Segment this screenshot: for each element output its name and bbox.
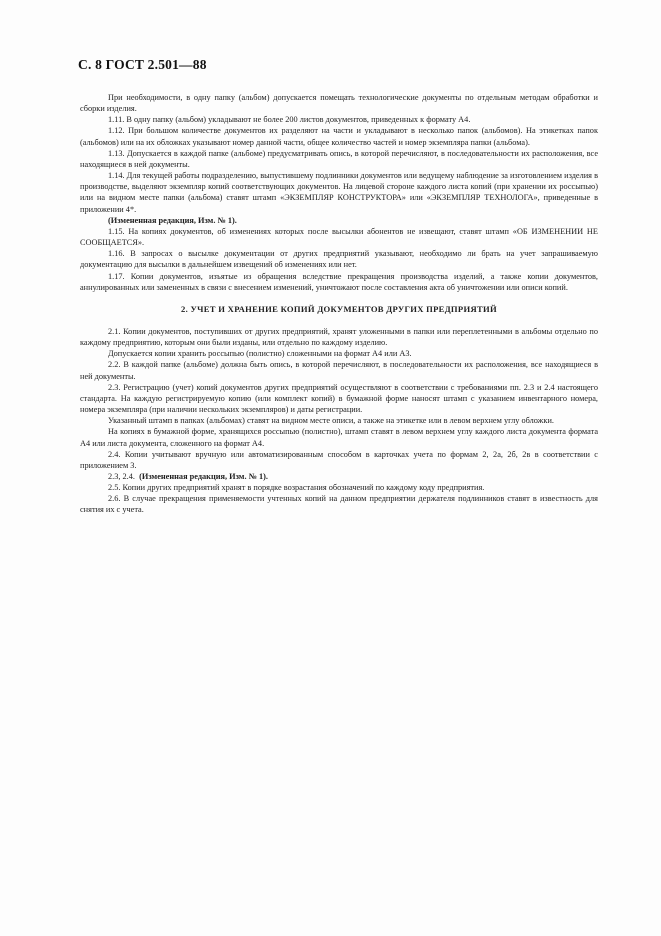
paragraph: При необходимости, в одну папку (альбом) допускается помещать технологические документы по отдельным методам обработки и сборки изделия. bbox=[80, 93, 598, 114]
amendment-note bbox=[80, 471, 598, 482]
page-header: С. 8 ГОСТ 2.501—88 bbox=[78, 57, 207, 72]
paragraph: Указанный штамп в папках (альбомах) ставят на видном месте описи, а также на этикетке или в левом верхнем углу обложки. bbox=[108, 416, 554, 426]
paragraph: Допускается копии хранить россыпью (полистно) сложенными на формат А4 или А3. bbox=[108, 349, 412, 359]
amendment-note-text: (Измененная редакция, Изм. № 1). bbox=[108, 215, 237, 225]
amendment-note-text: (Измененная редакция, Изм. № 1). bbox=[139, 472, 269, 481]
paragraph: На копиях в бумажной форме, хранящихся россыпью (полистно), штамп ставят в левом верхнем углу каждого листа документа формата А4 или листа документа, сложенного на формат А4. bbox=[80, 427, 598, 448]
paragraph-2-4: 2.4. Копии учитывают вручную или автоматизированным способом в карточках учета по формам 2, 2а, 2б, 2в в соответствии с приложением 3. bbox=[80, 449, 598, 470]
paragraph-1-11: 1.11. В одну папку (альбом) укладывают не более 200 листов документов, приведенных к формату А4. bbox=[108, 115, 471, 125]
amendment-note bbox=[80, 215, 598, 226]
paragraph-2-3: 2.3. Регистрацию (учет) копий документов других предприятий осуществляют в соответствии с требованиями пп. 2.3 и 2.4 настоящего стандарта. На каждую регистрируемую копию (или комплект копий) в бумажной форме наносят штамп с указанием инвентарного номера, номера экземпляра (при наличии нескольких экземпляров) и даты регистрации. bbox=[80, 382, 598, 415]
paragraph-1-14: 1.14. Для текущей работы подразделению, выпустившему подлинники документов или ведущему наблюдение за изготовлением изделия в производстве, выделяют экземпляр копий соответствующих документов. На лицевой стороне каждого листа копий (при хранении их россыпью) или на видном месте папки (альбома) ставят штамп «ЭКЗЕМПЛЯР КОНСТРУКТОРА» или «ЭКЗЕМПЛЯР ТЕХНОЛОГА», приведенные в приложении 4*. bbox=[80, 171, 598, 214]
paragraph-1-16: 1.16. В запросах о высылке документации от других предприятий указывают, необходимо ли брать на учет запрашиваемую документацию для высылки в дальнейшем извещений об изменениях или нет. bbox=[80, 249, 598, 270]
paragraph-2-5: 2.5. Копии других предприятий хранят в порядке возрастания обозначений по каждому коду предприятия. bbox=[108, 483, 485, 493]
section-title: 2. УЧЕТ И ХРАНЕНИЕ КОПИЙ ДОКУМЕНТОВ ДРУГИХ ПРЕДПРИЯТИЙ bbox=[181, 303, 497, 314]
paragraph-1-12: 1.12. При большом количестве документов их разделяют на части и укладывают в несколько папок (альбомов). На этикетках папок (альбомов) или на их обложках указывают номер данной части, общее количество частей и номер экземпляра папки (альбома). bbox=[80, 126, 598, 147]
paragraph-1-17: 1.17. Копии документов, изъятые из обращения вследствие прекращения производства изделий, а также копии документов, аннулированных или замененных в связи с внесением изменений, уничтожают после составления акта об уничтожении или описи копий. bbox=[80, 271, 598, 292]
paragraph-1-13: 1.13. Допускается в каждой папке (альбоме) предусматривать опись, в которой перечисляют, в последовательности их расположения, все находящиеся в ней документы. bbox=[80, 148, 598, 169]
amendment-note-prefix: 2.3, 2.4. bbox=[108, 472, 135, 481]
paragraph-2-2: 2.2. В каждой папке (альбоме) должна быть опись, в которой перечисляют, в последовательности их расположения, все находящиеся в ней документы. bbox=[80, 360, 598, 381]
document-body bbox=[80, 92, 598, 516]
paragraph-2-1: 2.1. Копии документов, поступивших от других предприятий, хранят уложенными в папки или переплетенными в альбомы отдельно по каждому предприятию, которым они были изданы, или отдельно по каждому изделию. bbox=[80, 326, 598, 348]
paragraph-1-15: 1.15. На копиях документов, об изменениях которых после высылки абонентов не извещают, ставят штамп «ОБ ИЗМЕНЕНИИ НЕ СООБЩАЕТСЯ». bbox=[80, 226, 598, 248]
paragraph-2-6: 2.6. В случае прекращения применяемости учтенных копий на данном предприятии держателя подлинников ставят в известность для снятия их с учета. bbox=[80, 494, 598, 515]
